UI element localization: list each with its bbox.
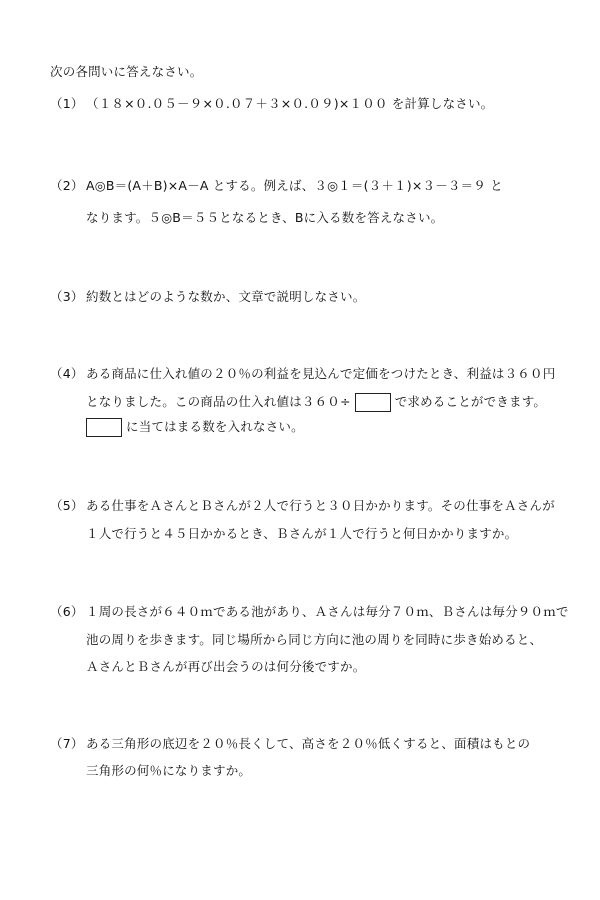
question-4-number: （4） bbox=[50, 366, 84, 381]
question-5-number: （5） bbox=[50, 498, 84, 513]
question-6-number: （6） bbox=[50, 604, 84, 619]
question-7-number: （7） bbox=[50, 736, 84, 751]
question-7-line-2: 三角形の何％になりますか。 bbox=[86, 763, 252, 778]
answer-blank-box[interactable] bbox=[355, 393, 391, 412]
question-5-line-1: ある仕事をＡさんとＢさんが２人で行うと３０日かかります。その仕事をＡさんが bbox=[86, 498, 555, 513]
question-2-line-1: A◎B＝(A＋B)×A－A とする。例えば、３◎１＝(３＋１)×３－３＝９ と bbox=[86, 178, 503, 193]
question-3-line-1: 約数とはどのような数か、文章で説明しなさい。 bbox=[86, 289, 366, 304]
question-6-line-2: 池の周りを歩きます。同じ場所から同じ方向に池の周りを同時に歩き始めると、 bbox=[86, 632, 543, 647]
question-4-line-3-text: に当てはまる数を入れなさい。 bbox=[126, 419, 304, 434]
question-6-line-3: ＡさんとＢさんが再び出会うのは何分後ですか。 bbox=[86, 659, 366, 674]
question-1-line-1: （１８×０.０５－９×０.０７＋３×０.０９)×１００ を計算しなさい。 bbox=[86, 96, 494, 111]
question-4-line-2-suffix: で求めることができます。 bbox=[394, 394, 547, 409]
question-4-line-3 bbox=[86, 418, 304, 437]
question-3-number: （3） bbox=[50, 289, 84, 304]
instruction-text: 次の各問いに答えなさい。 bbox=[50, 64, 203, 79]
question-6-line-1: １周の長さが６４０ｍである池があり、Ａさんは毎分７０ｍ、Ｂさんは毎分９０ｍで bbox=[86, 604, 569, 619]
question-7-line-1: ある三角形の底辺を２０％長くして、高さを２０％低くすると、面積はもとの bbox=[86, 736, 531, 751]
answer-blank-box[interactable] bbox=[86, 418, 122, 437]
question-4-line-2 bbox=[86, 393, 546, 412]
question-1-number: （1） bbox=[50, 96, 84, 111]
question-4-line-1: ある商品に仕入れ値の２０％の利益を見込んで定価をつけたとき、利益は３６０円 bbox=[86, 366, 556, 381]
question-2-number: （2） bbox=[50, 178, 84, 193]
question-2-line-2: なります。５◎B＝５５となるとき、Bに入る数を答えなさい。 bbox=[86, 210, 444, 225]
question-4-line-2-text: となりました。この商品の仕入れ値は３６０÷ bbox=[86, 394, 351, 409]
question-5-line-2: １人で行うと４５日かかるとき、Ｂさんが１人で行うと何日かかりますか。 bbox=[86, 526, 518, 541]
